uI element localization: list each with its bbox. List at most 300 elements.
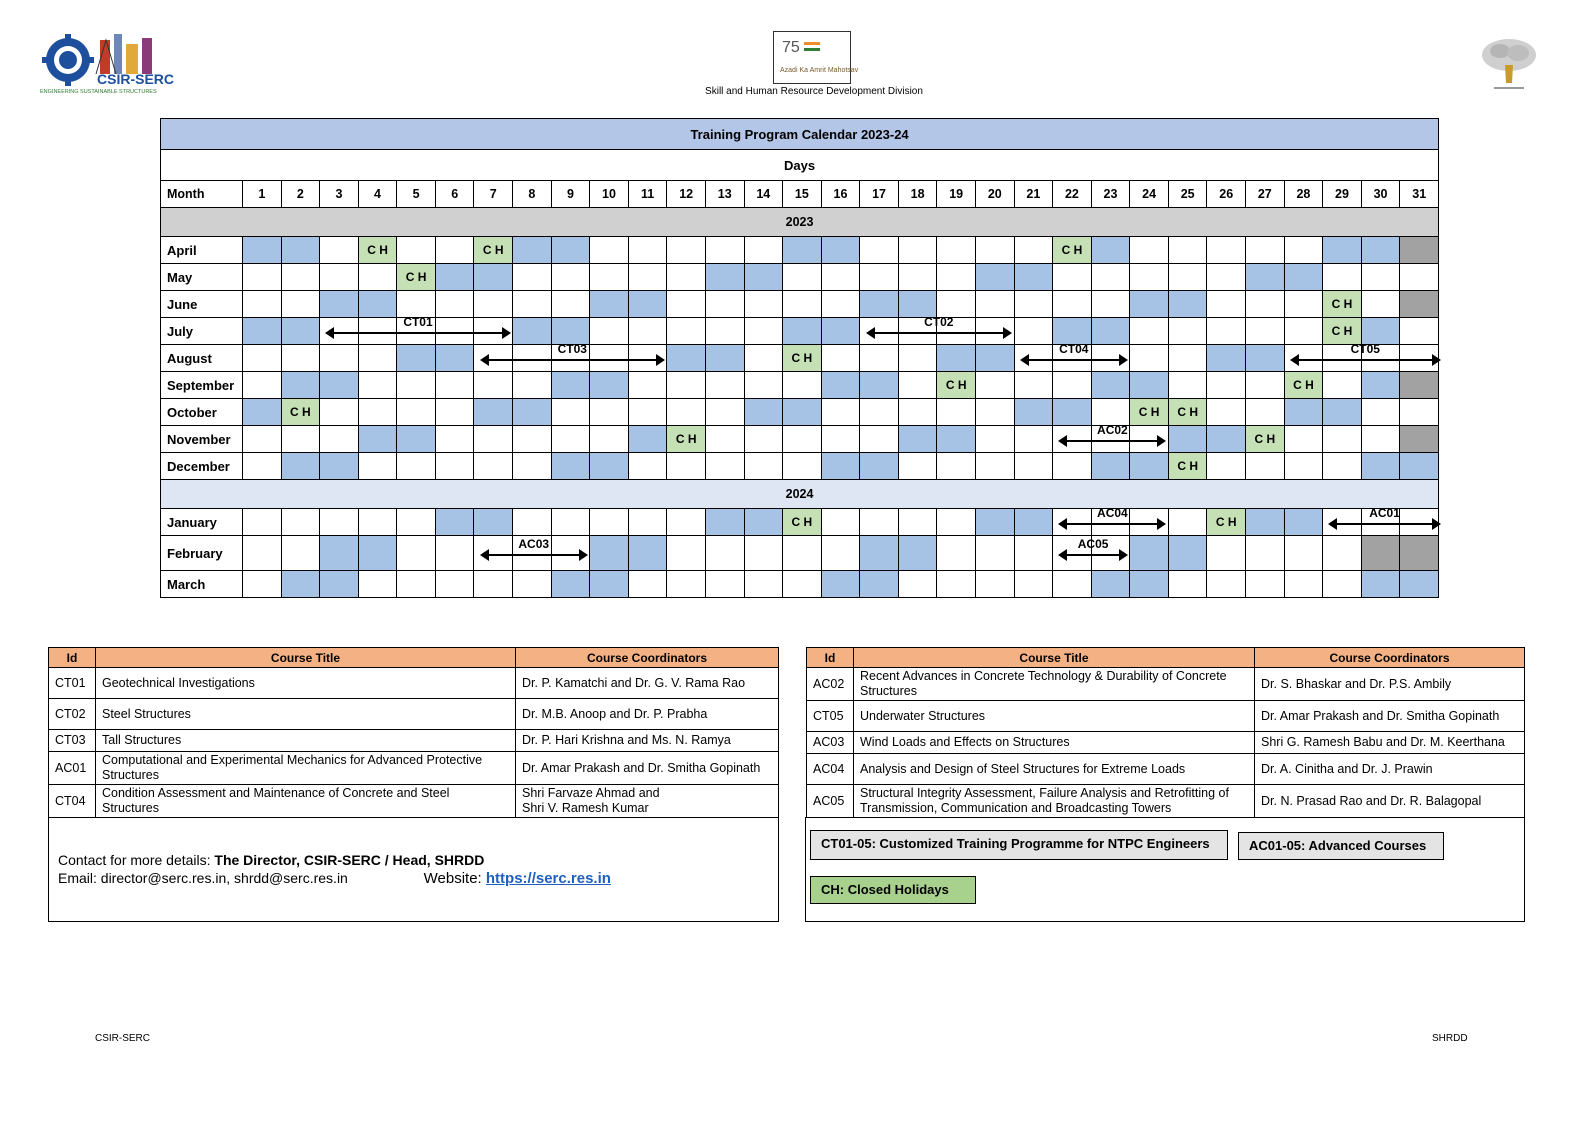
weekend-cell (1207, 426, 1246, 453)
weekend-cell (435, 264, 474, 291)
day-cell (1207, 291, 1246, 318)
day-cell (898, 372, 937, 399)
course-span-label: CT03 (557, 342, 587, 356)
day-cell (1246, 291, 1285, 318)
day-cell (744, 571, 783, 598)
day-cell (860, 264, 899, 291)
weekend-cell (1361, 237, 1400, 264)
month-row (161, 509, 1439, 536)
weekend-cell (551, 571, 590, 598)
course-id: AC05 (807, 785, 854, 818)
day-number: 11 (628, 181, 667, 208)
day-cell (590, 237, 629, 264)
footer-left: CSIR-SERC (95, 1033, 151, 1044)
day-number: 2 (281, 181, 320, 208)
day-cell (1014, 345, 1053, 372)
month-name: October (161, 399, 243, 426)
day-number: 15 (783, 181, 822, 208)
id-header: Id (49, 648, 96, 668)
day-cell (975, 453, 1014, 480)
day-cell (1323, 264, 1362, 291)
weekend-cell (590, 372, 629, 399)
weekend-cell (320, 536, 359, 571)
closed-holiday-cell: C H (937, 372, 976, 399)
day-cell (1361, 399, 1400, 426)
weekend-cell (1361, 318, 1400, 345)
day-cell (474, 571, 513, 598)
day-cell (513, 453, 552, 480)
course-title: Underwater Structures (854, 701, 1255, 732)
weekend-cell (1091, 318, 1130, 345)
day-number: 18 (898, 181, 937, 208)
day-cell (1014, 291, 1053, 318)
day-cell (1130, 237, 1169, 264)
course-title: Tall Structures (96, 730, 516, 752)
weekend-cell (243, 399, 282, 426)
closed-holiday-cell: C H (358, 237, 397, 264)
weekend-cell (821, 318, 860, 345)
training-calendar (160, 118, 1439, 598)
month-row (161, 372, 1439, 399)
day-cell (821, 345, 860, 372)
day-number: 6 (435, 181, 474, 208)
weekend-cell (1168, 536, 1207, 571)
day-cell (243, 536, 282, 571)
day-cell (628, 399, 667, 426)
day-number: 16 (821, 181, 860, 208)
day-cell (898, 345, 937, 372)
day-cell (1323, 509, 1362, 536)
day-cell (1323, 426, 1362, 453)
contact-prefix: Contact for more details: (58, 852, 215, 868)
weekend-cell (1284, 399, 1323, 426)
day-cell (1361, 291, 1400, 318)
weekend-cell (1323, 399, 1362, 426)
closed-holiday-cell: C H (667, 426, 706, 453)
weekend-cell (898, 536, 937, 571)
course-title: Geotechnical Investigations (96, 668, 516, 699)
weekend-cell (821, 571, 860, 598)
day-cell (590, 264, 629, 291)
day-cell (1400, 318, 1439, 345)
day-cell (937, 453, 976, 480)
closed-holiday-cell: C H (397, 264, 436, 291)
closed-holiday-cell: C H (1323, 318, 1362, 345)
closed-holiday-cell: C H (1284, 372, 1323, 399)
weekend-cell (1053, 399, 1092, 426)
weekend-cell (1207, 345, 1246, 372)
day-cell (513, 372, 552, 399)
tree-emblem-logo (1478, 37, 1540, 94)
website-label: Website: (423, 870, 486, 887)
day-cell (551, 345, 590, 372)
day-cell (590, 345, 629, 372)
day-number: 9 (551, 181, 590, 208)
course-table-header (807, 648, 1525, 668)
day-cell (474, 453, 513, 480)
weekend-cell (1014, 399, 1053, 426)
month-row (161, 426, 1439, 453)
year-row (161, 480, 1439, 509)
weekend-cell (1168, 426, 1207, 453)
day-cell (628, 509, 667, 536)
days-label-row (161, 150, 1439, 181)
day-cell (783, 264, 822, 291)
day-cell (243, 509, 282, 536)
day-cell (397, 237, 436, 264)
day-cell (1284, 453, 1323, 480)
weekend-cell (1361, 453, 1400, 480)
day-cell (898, 453, 937, 480)
day-cell (551, 426, 590, 453)
day-cell (860, 509, 899, 536)
day-cell (1323, 372, 1362, 399)
day-cell (1400, 345, 1439, 372)
day-cell (1207, 318, 1246, 345)
weekend-cell (320, 372, 359, 399)
day-cell (1246, 318, 1285, 345)
weekend-cell (320, 291, 359, 318)
day-cell (937, 291, 976, 318)
day-number: 24 (1130, 181, 1169, 208)
day-cell (1053, 571, 1092, 598)
day-cell (667, 399, 706, 426)
course-id: CT05 (807, 701, 854, 732)
day-cell (1053, 426, 1092, 453)
day-cell (243, 426, 282, 453)
day-cell (281, 509, 320, 536)
day-cell (1053, 264, 1092, 291)
contact-details (58, 851, 611, 888)
day-cell (821, 264, 860, 291)
day-cell (898, 237, 937, 264)
day-number: 26 (1207, 181, 1246, 208)
day-cell (1361, 426, 1400, 453)
day-cell (1284, 318, 1323, 345)
weekend-cell (1091, 571, 1130, 598)
day-number: 7 (474, 181, 513, 208)
course-title: Analysis and Design of Steel Structures for Extreme Loads (854, 754, 1255, 785)
day-cell (705, 291, 744, 318)
day-cell (1207, 264, 1246, 291)
day-cell (1400, 264, 1439, 291)
day-cell (1207, 453, 1246, 480)
day-cell (1168, 509, 1207, 536)
day-cell (551, 291, 590, 318)
day-cell (1246, 399, 1285, 426)
day-cell (397, 536, 436, 571)
day-cell (1361, 264, 1400, 291)
year-label: 2023 (161, 208, 1439, 237)
weekend-cell (358, 536, 397, 571)
day-cell (860, 345, 899, 372)
weekend-cell (590, 291, 629, 318)
weekend-cell (320, 571, 359, 598)
day-cell (975, 536, 1014, 571)
day-cell (320, 426, 359, 453)
course-span-label: AC02 (1097, 423, 1128, 437)
weekend-cell (1091, 453, 1130, 480)
day-cell (937, 264, 976, 291)
svg-text:75: 75 (782, 39, 800, 56)
course-row (49, 730, 779, 752)
course-coordinators: Dr. A. Cinitha and Dr. J. Prawin (1255, 754, 1525, 785)
weekend-cell (590, 453, 629, 480)
day-cell (744, 291, 783, 318)
day-cell (744, 345, 783, 372)
day-number: 28 (1284, 181, 1323, 208)
month-row (161, 345, 1439, 372)
weekend-cell (1168, 291, 1207, 318)
course-table-header (49, 648, 779, 668)
weekend-cell (1400, 453, 1439, 480)
weekend-cell (898, 291, 937, 318)
closed-holiday-cell: C H (281, 399, 320, 426)
day-cell (705, 237, 744, 264)
day-cell (435, 426, 474, 453)
invalid-day-cell (1400, 426, 1439, 453)
month-name: August (161, 345, 243, 372)
course-span-label: AC01 (1369, 506, 1400, 520)
csir-serc-logo (40, 30, 175, 96)
month-name: January (161, 509, 243, 536)
day-cell (628, 345, 667, 372)
weekend-cell (397, 345, 436, 372)
footer-right: SHRDD (1432, 1033, 1468, 1044)
day-cell (281, 536, 320, 571)
weekend-cell (1130, 571, 1169, 598)
course-row (49, 785, 779, 818)
weekend-cell (628, 426, 667, 453)
day-cell (1323, 536, 1362, 571)
day-cell (513, 264, 552, 291)
day-cell (1014, 318, 1053, 345)
course-coordinators: Shri G. Ramesh Babu and Dr. M. Keerthana (1255, 732, 1525, 754)
day-cell (1014, 453, 1053, 480)
day-cell (705, 571, 744, 598)
day-number: 14 (744, 181, 783, 208)
weekend-cell (358, 426, 397, 453)
weekend-cell (628, 536, 667, 571)
website-link[interactable]: https://serc.res.in (485, 870, 611, 887)
day-cell (243, 264, 282, 291)
course-coordinators: Dr. M.B. Anoop and Dr. P. Prabha (516, 699, 779, 730)
day-cell (783, 372, 822, 399)
closed-holiday-cell: C H (1168, 453, 1207, 480)
day-cell (1130, 264, 1169, 291)
day-cell (551, 509, 590, 536)
course-span-label: AC04 (1097, 506, 1128, 520)
month-name: June (161, 291, 243, 318)
day-cell (1014, 372, 1053, 399)
day-header-row (161, 181, 1439, 208)
day-cell (860, 426, 899, 453)
day-cell (1014, 571, 1053, 598)
closed-holiday-cell: C H (1130, 399, 1169, 426)
weekend-cell (281, 372, 320, 399)
course-span-label: AC03 (518, 537, 550, 551)
month-row (161, 264, 1439, 291)
course-title: Wind Loads and Effects on Structures (854, 732, 1255, 754)
weekend-cell (551, 318, 590, 345)
day-cell (1130, 509, 1169, 536)
course-span-label: AC05 (1077, 537, 1109, 551)
azadi-ka-amrit-mahotsav-logo (773, 31, 859, 84)
weekend-cell (1361, 372, 1400, 399)
day-cell (435, 536, 474, 571)
day-cell (667, 536, 706, 571)
invalid-day-cell (1400, 237, 1439, 264)
day-cell (1284, 571, 1323, 598)
invalid-day-cell (1400, 291, 1439, 318)
day-cell (1053, 372, 1092, 399)
day-cell (513, 571, 552, 598)
day-cell (397, 372, 436, 399)
weekend-cell (783, 399, 822, 426)
course-row (49, 752, 779, 785)
course-title: Structural Integrity Assessment, Failure Analysis and Retrofitting of Transmission, Communication and Broadcasting Towers (854, 785, 1255, 818)
day-cell (513, 509, 552, 536)
day-cell (705, 453, 744, 480)
weekend-cell (860, 453, 899, 480)
closed-holiday-cell: C H (1246, 426, 1285, 453)
course-row (807, 701, 1525, 732)
day-cell (744, 372, 783, 399)
weekend-cell (1284, 264, 1323, 291)
day-cell (397, 291, 436, 318)
weekend-cell (1323, 237, 1362, 264)
division-name: Skill and Human Resource Development Division (705, 86, 923, 97)
course-coordinators-header: Course Coordinators (516, 648, 779, 668)
day-cell (1207, 536, 1246, 571)
weekend-cell (744, 264, 783, 291)
day-cell (821, 536, 860, 571)
calendar-title-row (161, 119, 1439, 150)
day-cell (243, 291, 282, 318)
day-number: 13 (705, 181, 744, 208)
day-cell (358, 399, 397, 426)
day-cell (783, 571, 822, 598)
weekend-cell (783, 318, 822, 345)
days-label: Days (161, 150, 1439, 181)
weekend-cell (1130, 453, 1169, 480)
day-number: 20 (975, 181, 1014, 208)
day-cell (783, 536, 822, 571)
day-number: 31 (1400, 181, 1439, 208)
course-title: Condition Assessment and Maintenance of Concrete and Steel Structures (96, 785, 516, 818)
course-span-label: CT04 (1059, 342, 1089, 356)
day-cell (1246, 372, 1285, 399)
day-cell (860, 237, 899, 264)
day-cell (1168, 345, 1207, 372)
day-cell (474, 372, 513, 399)
day-cell (783, 453, 822, 480)
course-span-label: CT02 (924, 315, 954, 329)
day-cell (628, 372, 667, 399)
day-cell (590, 509, 629, 536)
day-cell (435, 453, 474, 480)
day-cell (1091, 291, 1130, 318)
day-cell (783, 291, 822, 318)
day-cell (821, 509, 860, 536)
course-coordinators: Dr. Amar Prakash and Dr. Smitha Gopinath (1255, 701, 1525, 732)
weekend-cell (937, 345, 976, 372)
day-cell (1361, 345, 1400, 372)
day-cell (667, 453, 706, 480)
day-cell (397, 509, 436, 536)
day-cell (1323, 345, 1362, 372)
closed-holiday-cell: C H (1053, 237, 1092, 264)
day-cell (1400, 399, 1439, 426)
day-cell (975, 399, 1014, 426)
day-cell (1207, 237, 1246, 264)
weekend-cell (860, 571, 899, 598)
day-cell (744, 318, 783, 345)
day-cell (281, 345, 320, 372)
legend-ac: AC01-05: Advanced Courses (1238, 832, 1444, 860)
weekend-cell (860, 372, 899, 399)
weekend-cell (705, 509, 744, 536)
day-cell (1207, 571, 1246, 598)
course-row (807, 754, 1525, 785)
course-table-right (806, 647, 1525, 818)
course-id: CT03 (49, 730, 96, 752)
course-id: AC01 (49, 752, 96, 785)
day-cell (667, 571, 706, 598)
day-cell (975, 237, 1014, 264)
day-cell (1168, 318, 1207, 345)
course-row (807, 785, 1525, 818)
day-cell (435, 571, 474, 598)
closed-holiday-cell: C H (1168, 399, 1207, 426)
day-cell (937, 509, 976, 536)
course-table-left (48, 647, 779, 818)
day-cell (474, 291, 513, 318)
weekend-cell (1014, 264, 1053, 291)
weekend-cell (821, 372, 860, 399)
day-cell (628, 318, 667, 345)
course-span-label: CT01 (403, 315, 433, 329)
weekend-cell (1246, 264, 1285, 291)
day-cell (1284, 536, 1323, 571)
weekend-cell (590, 536, 629, 571)
course-title: Recent Advances in Concrete Technology & Durability of Concrete Structures (854, 668, 1255, 701)
day-cell (667, 318, 706, 345)
weekend-cell (474, 264, 513, 291)
closed-holiday-cell: C H (783, 345, 822, 372)
day-cell (1168, 237, 1207, 264)
day-number: 27 (1246, 181, 1285, 208)
course-title: Steel Structures (96, 699, 516, 730)
day-cell (1130, 318, 1169, 345)
month-name: November (161, 426, 243, 453)
day-cell (1168, 264, 1207, 291)
day-cell (783, 426, 822, 453)
course-row (49, 668, 779, 699)
legend-ch: CH: Closed Holidays (810, 876, 976, 904)
month-row (161, 536, 1439, 571)
month-row (161, 291, 1439, 318)
course-id: AC02 (807, 668, 854, 701)
day-cell (705, 536, 744, 571)
weekend-cell (860, 536, 899, 571)
course-coordinators: Shri Farvaze Ahmad and Shri V. Ramesh Kumar (516, 785, 779, 818)
day-cell (513, 291, 552, 318)
day-cell (937, 571, 976, 598)
day-cell (397, 571, 436, 598)
day-cell (1053, 509, 1092, 536)
day-cell (667, 372, 706, 399)
